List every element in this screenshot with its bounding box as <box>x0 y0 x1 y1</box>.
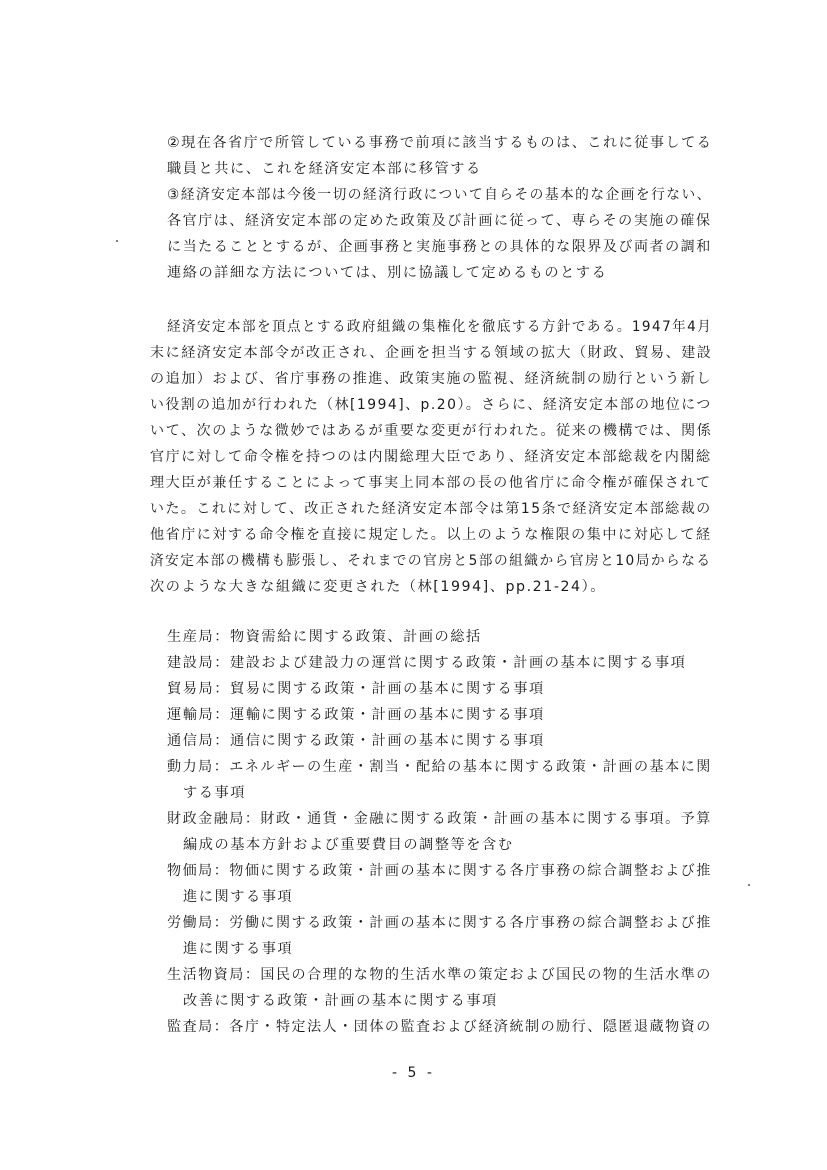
numbered-item-line: 各官庁は、経済安定本部の定めた政策及び計画に従って、専らその実施の確保 <box>167 213 712 229</box>
numbered-item-line: ②現在各省庁で所管している事務で前項に該当するものは、これに従事してる <box>167 135 713 151</box>
bureau-list-line: 進に関する事項 <box>183 889 294 905</box>
numbered-item-line: ③経済安定本部は今後一切の経済行政について自らその基本的な企画を行ない、 <box>167 187 712 203</box>
bureau-list-line: 建設局：建設および建設力の運営に関する政策・計画の基本に関する事項 <box>167 655 687 671</box>
paragraph-line: 官庁に対して命令権を持つのは内閣総理大臣であり、経済安定本部総裁を内閣総 <box>150 449 712 465</box>
bureau-list-line: 通信局：通信に関する政策・計画の基本に関する事項 <box>167 733 545 749</box>
paragraph-line: 経済安定本部を頂点とする政府組織の集権化を徹底する方針である。1947年4月 <box>167 319 713 335</box>
scan-speck <box>748 884 750 886</box>
bureau-list-line: 物価局：物価に関する政策・計画の基本に関する各庁事務の綜合調整および推 <box>167 863 712 879</box>
bureau-list-line: 貿易局：貿易に関する政策・計画の基本に関する事項 <box>167 681 545 697</box>
scan-speck <box>116 240 118 242</box>
bureau-list-line: 動力局：エネルギーの生産・割当・配給の基本に関する政策・計画の基本に関 <box>167 759 712 775</box>
paragraph-line: 理大臣が兼任することによって事実上同本部の長の他省庁に命令権が確保されて <box>150 475 712 491</box>
numbered-item-line: に当たることとするが、企画事務と実施事務との具体的な限界及び両者の調和 <box>167 239 712 255</box>
paragraph-line: 末に経済安定本部令が改正され、企画を担当する領域の拡大（財政、貿易、建設 <box>150 345 713 361</box>
page-number: - 5 - <box>392 1065 435 1081</box>
paragraph-line: いた。これに対して、改正された経済安定本部令は第15条で経済安定本部総裁の <box>150 501 712 517</box>
bureau-list-line: 編成の基本方針および重要費目の調整等を含む <box>183 837 514 853</box>
bureau-list-line: 生活物資局：国民の合理的な物的生活水準の策定および国民の物的生活水準の <box>167 967 712 983</box>
bureau-list-line: 改善に関する政策・計画の基本に関する事項 <box>183 993 498 1009</box>
bureau-list-line: 生産局：物資需給に関する政策、計画の総括 <box>167 629 482 645</box>
paragraph-line: 済安定本部の機構も膨張し、それまでの官房と5部の組織から官房と10局からなる <box>150 553 712 569</box>
paragraph-line: の追加）および、省庁事務の推進、政策実施の監視、経済統制の励行という新し <box>150 371 712 387</box>
bureau-list-line: する事項 <box>183 785 246 801</box>
bureau-list-line: 財政金融局：財政・通貨・金融に関する政策・計画の基本に関する事項。予算 <box>167 811 712 827</box>
bureau-list-line: 労働局：労働に関する政策・計画の基本に関する各庁事務の綜合調整および推 <box>167 915 712 931</box>
bureau-list-line: 進に関する事項 <box>183 941 294 957</box>
bureau-list-line: 監査局：各庁・特定法人・団体の監査および経済統制の励行、隠匿退蔵物資の <box>167 1019 712 1035</box>
numbered-item-line: 職員と共に、これを経済安定本部に移管する <box>167 161 482 177</box>
paragraph-line: 次のような大きな組織に変更された（林[1994]、pp.21-24）。 <box>150 579 607 595</box>
paragraph-line: いて、次のような微妙ではあるが重要な変更が行われた。従来の機構では、関係 <box>150 423 713 439</box>
paragraph-line: 他省庁に対する命令権を直接に規定した。以上のような権限の集中に対応して経 <box>150 527 712 543</box>
bureau-list-line: 運輸局：運輸に関する政策・計画の基本に関する事項 <box>167 707 545 723</box>
paragraph-line: い役割の追加が行われた（林[1994]、p.20）。さらに、経済安定本部の地位につ <box>150 397 712 413</box>
numbered-item-line: 連絡の詳細な方法については、別に協議して定めるものとする <box>167 265 608 281</box>
